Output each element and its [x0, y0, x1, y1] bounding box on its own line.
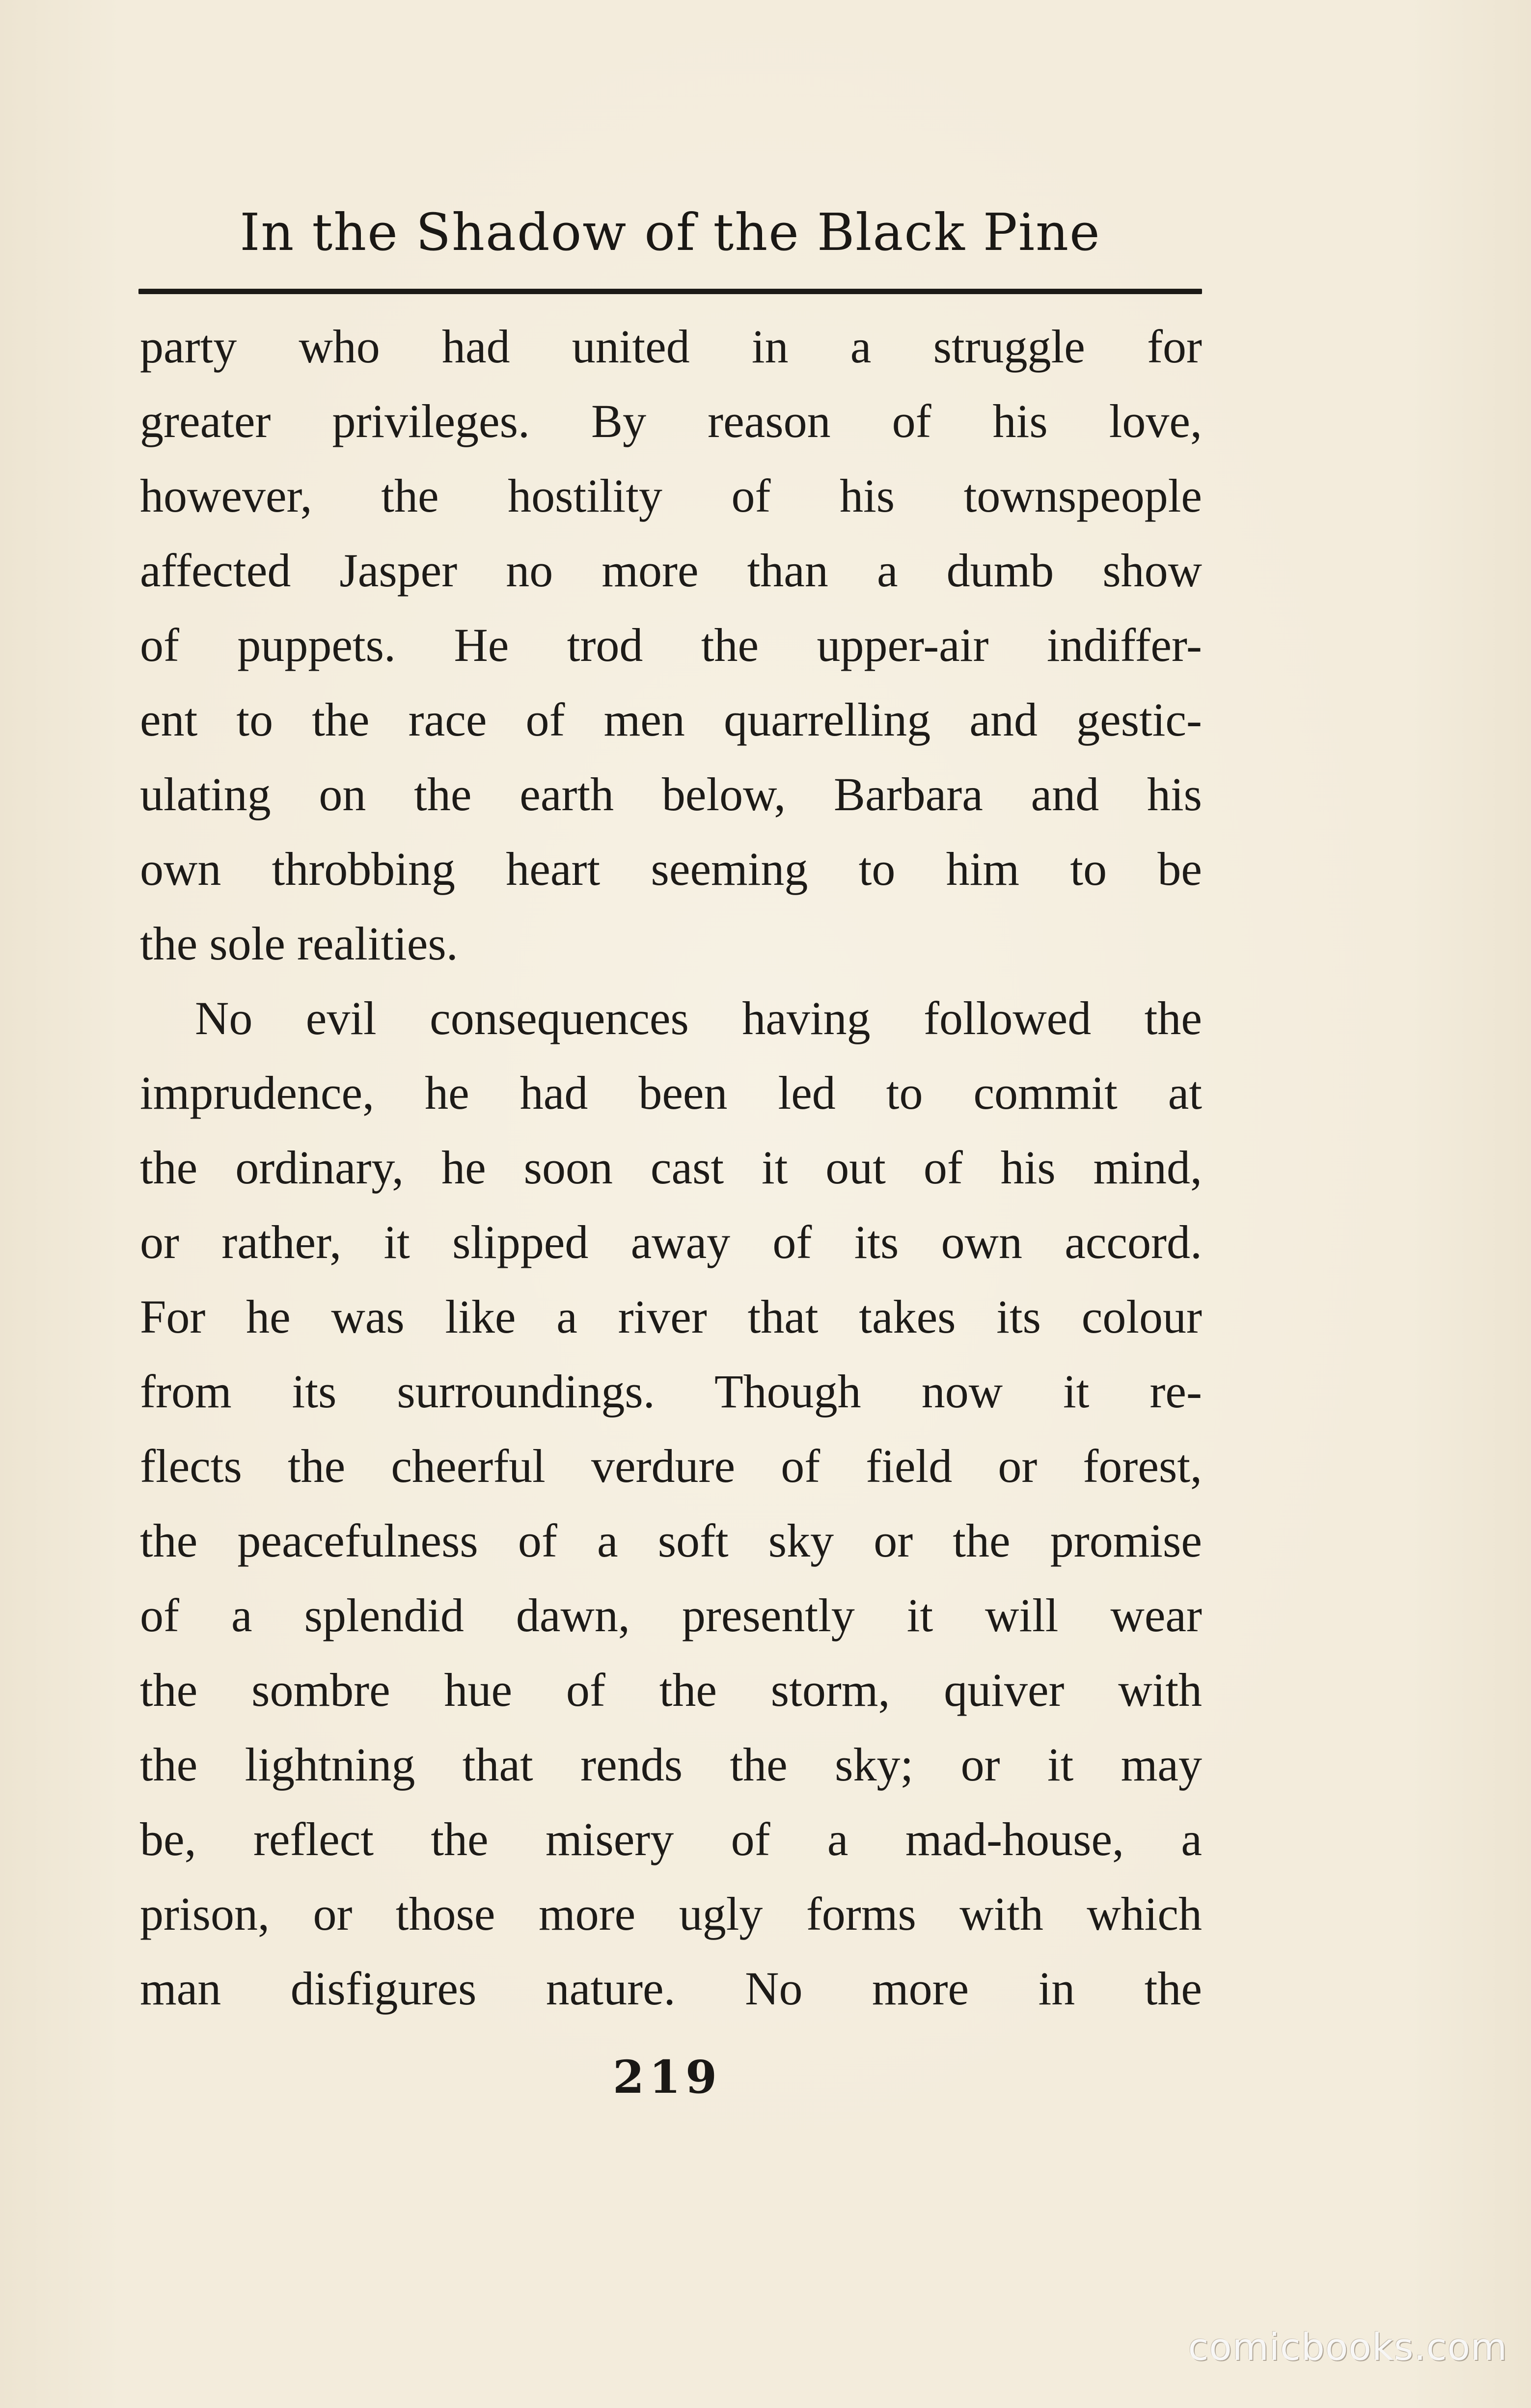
- text-line: For he was like a river that takes its colour: [140, 1290, 1202, 1343]
- text-line: the lightning that rends the sky; or it may: [140, 1738, 1202, 1791]
- text-line: flects the cheerful verdure of field or forest,: [140, 1440, 1202, 1492]
- text-line: be, reflect the misery of a mad-house, a: [140, 1813, 1202, 1865]
- text-line: party who had united in a struggle for: [140, 320, 1202, 373]
- page-number: 219: [612, 2051, 722, 2104]
- text-line: the sole realities.: [140, 917, 458, 970]
- text-line: man disfigures nature. No more in the: [140, 1962, 1202, 2015]
- text-line: prison, or those more ugly forms with which: [140, 1888, 1202, 1940]
- text-line: ent to the race of men quarrelling and gestic-: [140, 693, 1202, 746]
- text-line: of puppets. He trod the upper-air indiffer-: [140, 619, 1202, 671]
- text-line: the peacefulness of a soft sky or the promise: [140, 1514, 1202, 1567]
- text-line: or rather, it slipped away of its own accord.: [140, 1216, 1202, 1268]
- watermark: comicbooks.com: [1188, 2325, 1507, 2369]
- text-line: affected Jasper no more than a dumb show: [140, 544, 1202, 597]
- text-line: greater privileges. By reason of his love,: [140, 395, 1202, 447]
- text-line: imprudence, he had been led to commit at: [140, 1067, 1202, 1119]
- text-line: own throbbing heart seeming to him to be: [140, 843, 1202, 895]
- body-text: [140, 309, 1202, 2026]
- text-line: of a splendid dawn, presently it will wear: [140, 1589, 1202, 1642]
- running-head: In the Shadow of the Black Pine: [240, 202, 1101, 262]
- text-line: the sombre hue of the storm, quiver with: [140, 1664, 1202, 1716]
- text-line: No evil consequences having followed the: [195, 992, 1202, 1044]
- text-line: ulating on the earth below, Barbara and his: [140, 768, 1202, 821]
- header-rule: [138, 289, 1202, 294]
- text-line: however, the hostility of his townspeople: [140, 469, 1202, 522]
- text-line: from its surroundings. Though now it re-: [140, 1365, 1202, 1418]
- text-line: the ordinary, he soon cast it out of his mind,: [140, 1141, 1202, 1194]
